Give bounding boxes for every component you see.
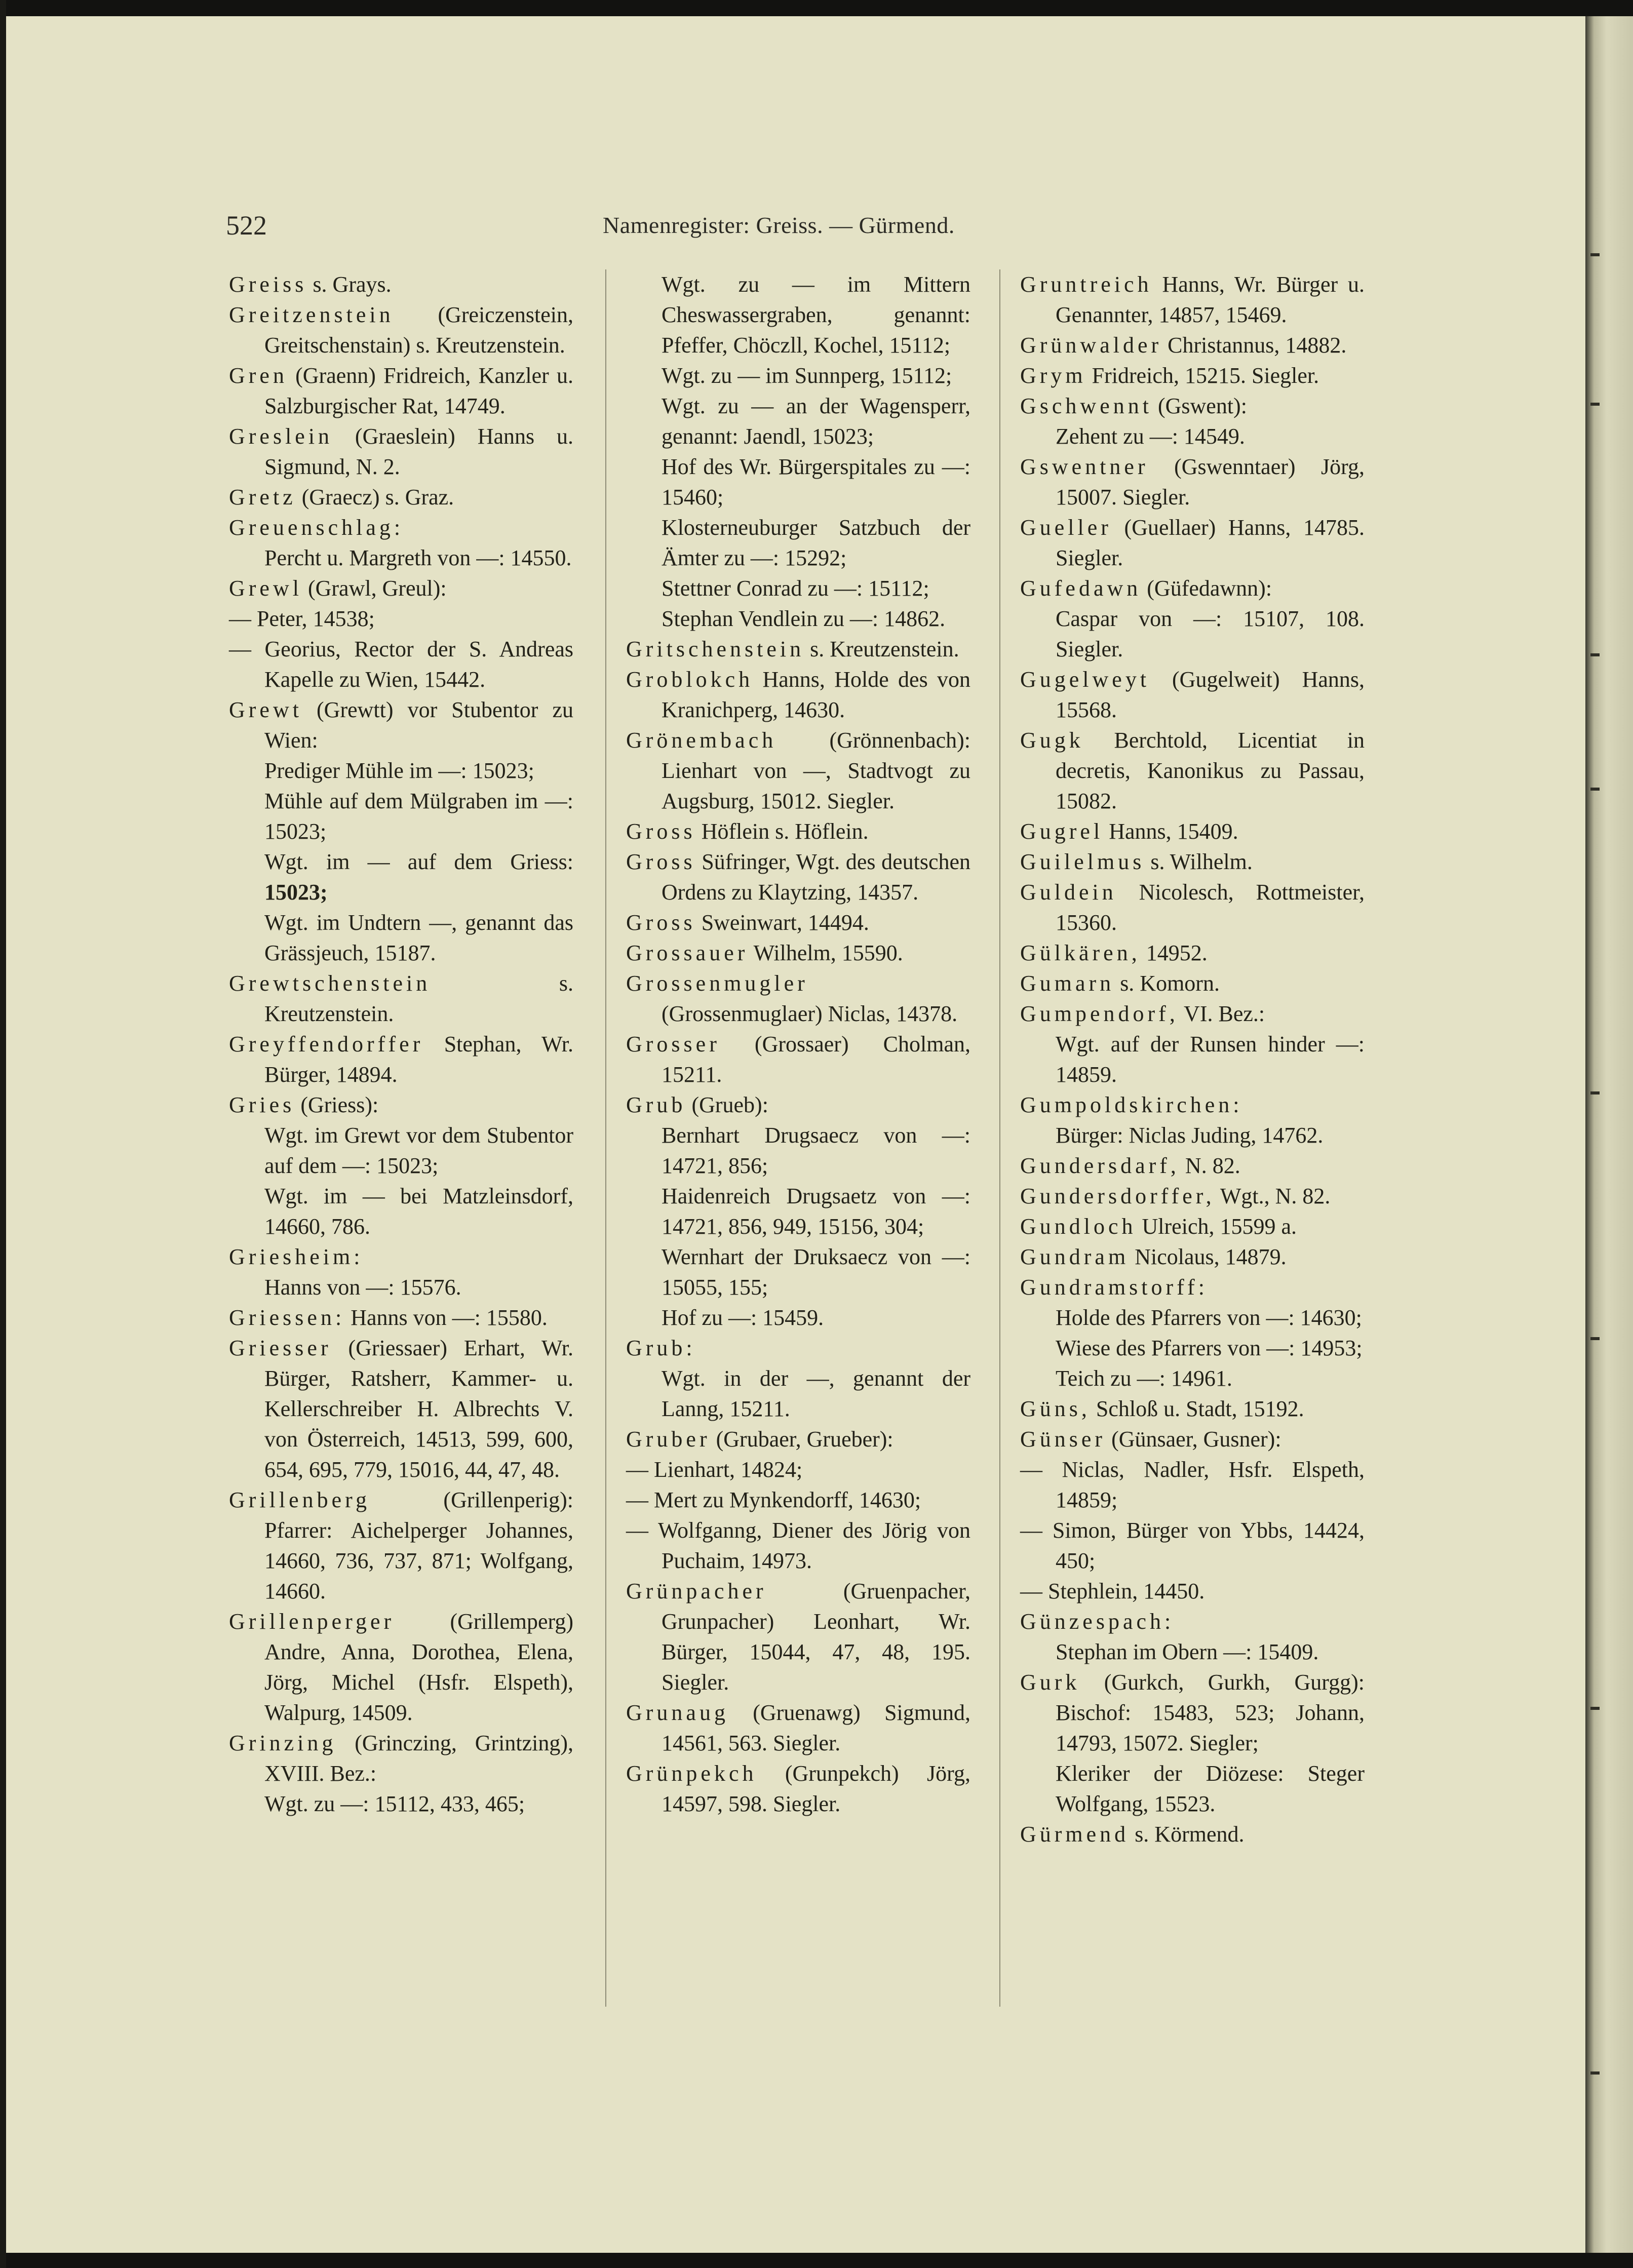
- entry-headword: Griessen:: [229, 1305, 345, 1330]
- entry-headword: Greslein: [229, 424, 333, 449]
- entry-text: (Graeslein) Hanns u. Sigmund, N. 2.: [264, 424, 573, 479]
- entry-text: Wgt. im — auf dem Griess:: [264, 849, 573, 874]
- index-entry: [229, 1090, 573, 1120]
- index-entry: [626, 938, 970, 968]
- index-entry: [1020, 1576, 1365, 1607]
- entry-headword: Günser: [1020, 1427, 1106, 1452]
- margin-mark: [1590, 1337, 1600, 1340]
- index-entry: [229, 695, 573, 756]
- index-entry: [229, 634, 573, 695]
- index-entry: [1020, 513, 1365, 573]
- index-entry: [229, 1029, 573, 1090]
- index-entry: [626, 361, 970, 391]
- index-entry: [626, 269, 970, 361]
- index-entry: [1020, 1637, 1365, 1667]
- index-entry: [1020, 1181, 1365, 1211]
- entry-text: Hanns, 15409.: [1103, 819, 1238, 844]
- entry-headword: Gswentner: [1020, 454, 1149, 479]
- entry-text: (Grunpekch) Jörg, 14597, 598. Siegler.: [662, 1761, 970, 1816]
- entry-text: Wilhelm, 15590.: [748, 941, 903, 965]
- running-header: [0, 210, 1585, 245]
- entry-text: 14952.: [1140, 941, 1208, 965]
- entry-text: Hof des Wr. Bürgerspitales zu —: 15460;: [662, 454, 970, 510]
- entry-text: (Gugelweit) Hanns, 15568.: [1056, 667, 1365, 722]
- index-entry: [229, 847, 573, 908]
- entry-text: (Grinczing, Grintzing), XVIII. Bez.:: [264, 1731, 573, 1786]
- entry-headword: Gundram: [1020, 1244, 1130, 1269]
- entry-text: (Günsaer, Gusner):: [1106, 1427, 1281, 1452]
- entry-headword: Grossenmugler: [626, 971, 808, 996]
- entry-headword: Gugk: [1020, 728, 1084, 753]
- entry-text: Wgt., N. 82.: [1215, 1184, 1331, 1208]
- entry-headword: Gundramstorff:: [1020, 1275, 1208, 1300]
- index-entry: [1020, 269, 1365, 330]
- index-column-3: [1020, 269, 1365, 1850]
- index-entry: [229, 1272, 573, 1303]
- entry-text: s. Kreutzenstein.: [804, 637, 959, 661]
- index-entry: [1020, 1515, 1365, 1576]
- entry-headword: Grosser: [626, 1032, 720, 1057]
- index-entry: [626, 816, 970, 847]
- entry-text: Teich zu —: 14961.: [1056, 1366, 1232, 1391]
- index-entry: [1020, 968, 1365, 999]
- entry-text: (Griessaer) Erhart, Wr. Bürger, Ratsherr, Kammer- u. Kellerschreiber H. Albrechts V. von Österreich, 14513, 599, 600, 654, 695, 779, 15016, 44, 47, 48.: [264, 1336, 573, 1482]
- index-entry: [229, 421, 573, 482]
- index-entry: [229, 756, 573, 786]
- entry-text: Prediger Mühle im —: 15023;: [264, 758, 534, 783]
- scan-edge-top: [0, 0, 1633, 16]
- entry-text: Berchtold, Licentiat in decretis, Kanonikus zu Passau, 15082.: [1056, 728, 1365, 813]
- entry-text: (Guellaer) Hanns, 14785. Siegler.: [1056, 515, 1365, 570]
- entry-text: s. Kreutzenstein.: [264, 971, 573, 1026]
- index-entry: [626, 1120, 970, 1181]
- entry-headword: Grewt: [229, 697, 302, 722]
- index-entry: [626, 634, 970, 664]
- entry-text: (Graenn) Fridreich, Kanzler u. Salzburgischer Rat, 14749.: [264, 363, 573, 418]
- entry-headword: Gundersdarf,: [1020, 1153, 1180, 1178]
- index-entry: [1020, 847, 1365, 877]
- entry-headword: Gumarn: [1020, 971, 1115, 996]
- index-entry: [229, 1789, 573, 1819]
- index-entry: [626, 1515, 970, 1576]
- entry-headword: Gschwennt: [1020, 394, 1152, 418]
- entry-text: (Grillenperig): Pfarrer: Aichelperger Johannes, 14660, 736, 737, 871; Wolfgang, 14660.: [264, 1488, 573, 1604]
- entry-text: (Grewtt) vor Stubentor zu Wien:: [264, 697, 573, 753]
- book-spine: [1585, 0, 1633, 2268]
- entry-text: Hanns von —: 15576.: [264, 1275, 461, 1300]
- entry-text: Wgt. zu — im Mittern Cheswassergraben, genannt: Pfeffer, Chöczll, Kochel, 15112;: [662, 272, 970, 358]
- margin-mark: [1590, 653, 1600, 656]
- entry-text: (Gruenawg) Sigmund, 14561, 563. Siegler.: [662, 1700, 970, 1755]
- entry-headword: Gundersdorffer,: [1020, 1184, 1215, 1208]
- entry-headword: Gruntreich: [1020, 272, 1152, 297]
- index-entry: [1020, 573, 1365, 604]
- entry-text: (Güfedawnn):: [1141, 576, 1272, 601]
- column-rule-2: [999, 269, 1000, 2007]
- entry-text: Stephan Vendlein zu —: 14862.: [662, 606, 946, 631]
- entry-headword: Gritschenstein: [626, 637, 805, 661]
- index-entry: [626, 1333, 970, 1363]
- entry-headword: Gufedawn: [1020, 576, 1142, 601]
- entry-headword: Grünpekch: [626, 1761, 757, 1786]
- index-entry: [229, 1607, 573, 1728]
- entry-text: Zehent zu —: 14549.: [1056, 424, 1245, 449]
- entry-text: Stephan, Wr. Bürger, 14894.: [264, 1032, 573, 1087]
- entry-text: (Grueb):: [686, 1092, 768, 1117]
- entry-text: Wgt. zu —: 15112, 433, 465;: [264, 1791, 525, 1816]
- index-entry: [229, 786, 573, 847]
- index-entry: [626, 1242, 970, 1303]
- entry-text: VI. Bez.:: [1178, 1001, 1265, 1026]
- entry-headword: Gumpendorf,: [1020, 1001, 1179, 1026]
- index-entry: [626, 1424, 970, 1455]
- entry-text: Wgt. im Undtern —, genannt das Grässjeuch, 15187.: [264, 910, 573, 965]
- entry-text: s. Grays.: [307, 272, 392, 297]
- entry-text: Mühle auf dem Mülgraben im —: 15023;: [264, 789, 573, 844]
- entry-text: Sweinwart, 14494.: [695, 910, 869, 935]
- index-entry: [626, 1303, 970, 1333]
- entry-text: Bernhart Drugsaecz von —: 14721, 856;: [662, 1123, 970, 1178]
- header-title: Namenregister: Greiss. — Gürmend.: [603, 212, 955, 238]
- entry-text: Wgt. im Grewt vor dem Stubentor auf dem —: 15023;: [264, 1123, 573, 1178]
- scan-edge-left: [0, 0, 6, 2268]
- index-entry: [626, 1576, 970, 1698]
- index-entry: [229, 573, 573, 604]
- margin-mark: [1590, 1707, 1600, 1710]
- page-number: 522: [226, 210, 267, 241]
- entry-text: (Grossenmuglaer) Niclas, 14378.: [662, 1001, 958, 1026]
- index-entry: [1020, 1363, 1365, 1394]
- entry-headword: Greyffendorffer: [229, 1032, 424, 1057]
- index-entry: [1020, 361, 1365, 391]
- entry-text: Hof zu —: 15459.: [662, 1305, 824, 1330]
- index-entry: [1020, 452, 1365, 513]
- index-entry: [1020, 1029, 1365, 1090]
- entry-headword: Gürmend: [1020, 1822, 1130, 1847]
- entry-headword: Grym: [1020, 363, 1086, 388]
- entry-headword: Grünpacher: [626, 1579, 767, 1604]
- entry-headword: Gurk: [1020, 1670, 1080, 1695]
- index-entry: [229, 1485, 573, 1607]
- index-entry: [229, 361, 573, 421]
- index-entry: [1020, 604, 1365, 664]
- index-entry: [229, 968, 573, 1029]
- entry-headword: Gruber: [626, 1427, 711, 1452]
- scan-edge-bottom: [0, 2253, 1633, 2268]
- entry-text: (Gswenntaer) Jörg, 15007. Siegler.: [1056, 454, 1365, 510]
- index-entry: [229, 1120, 573, 1181]
- index-entry: [1020, 664, 1365, 725]
- entry-text: Klosterneuburger Satzbuch der Ämter zu —: 15292;: [662, 515, 970, 570]
- entry-text: Christannus, 14882.: [1162, 333, 1347, 358]
- index-entry: [1020, 421, 1365, 452]
- index-entry: [229, 1242, 573, 1272]
- entry-text: Nicolaus, 14879.: [1129, 1244, 1287, 1269]
- index-entry: [1020, 877, 1365, 938]
- entry-headword: Griesheim:: [229, 1244, 364, 1269]
- entry-headword: Griesser: [229, 1336, 332, 1360]
- index-entry: [229, 543, 573, 573]
- entry-headword: Gugelweyt: [1020, 667, 1150, 692]
- index-entry: [229, 604, 573, 634]
- entry-text: Wgt. in der —, genannt der Lanng, 15211.: [662, 1366, 970, 1421]
- index-entry: [229, 513, 573, 543]
- entry-text: N. 82.: [1179, 1153, 1240, 1178]
- entry-headword: Gren: [229, 363, 288, 388]
- index-entry: [626, 1485, 970, 1515]
- entry-text: s. Komorn.: [1114, 971, 1220, 996]
- index-entry: [1020, 1424, 1365, 1455]
- entry-text: (Gruenpacher, Grunpacher) Leonhart, Wr. Bürger, 15044, 47, 48, 195. Siegler.: [662, 1579, 970, 1695]
- entry-headword: Grunaug: [626, 1700, 729, 1725]
- entry-text: Caspar von —: 15107, 108. Siegler.: [1056, 606, 1365, 661]
- index-entry: [1020, 938, 1365, 968]
- index-entry: [1020, 1272, 1365, 1303]
- index-entry: [1020, 1394, 1365, 1424]
- entry-text: — Georius, Rector der S. Andreas Kapelle zu Wien, 15442.: [229, 637, 573, 692]
- entry-headword: Gross: [626, 849, 696, 874]
- entry-text: Wgt. im — bei Matzleinsdorf, 14660, 786.: [264, 1184, 573, 1239]
- entry-text: Bürger: Niclas Juding, 14762.: [1056, 1123, 1324, 1148]
- margin-mark: [1590, 253, 1600, 256]
- index-entry: [626, 452, 970, 513]
- entry-headword: Guilelmus: [1020, 849, 1145, 874]
- index-entry: [1020, 816, 1365, 847]
- entry-text: Hanns von —: 15580.: [345, 1305, 548, 1330]
- entry-text: — Mert zu Mynkendorff, 14630;: [626, 1488, 921, 1512]
- index-entry: [626, 847, 970, 908]
- entry-text: (Griess):: [295, 1092, 379, 1117]
- index-entry: [626, 1181, 970, 1242]
- index-entry: [626, 908, 970, 938]
- index-entry: [1020, 1607, 1365, 1637]
- index-entry: [626, 1029, 970, 1090]
- entry-text: Stettner Conrad zu —: 15112;: [662, 576, 929, 601]
- entry-headword: Guldein: [1020, 880, 1117, 905]
- index-entry: [626, 664, 970, 725]
- entry-headword: Grossauer: [626, 941, 749, 965]
- index-entry: [626, 1758, 970, 1819]
- entry-text: — Wolfganng, Diener des Jörig von Puchaim, 14973.: [626, 1518, 970, 1573]
- index-column-1: [229, 269, 573, 1819]
- entry-text: — Peter, 14538;: [229, 606, 375, 631]
- entry-headword: Gross: [626, 910, 696, 935]
- entry-text: — Stephlein, 14450.: [1020, 1579, 1205, 1604]
- index-entry: [1020, 1455, 1365, 1515]
- entry-text: Kleriker der Diözese: Steger Wolfgang, 15523.: [1056, 1761, 1365, 1816]
- entry-headword: Günzespach:: [1020, 1609, 1175, 1634]
- index-entry: [229, 482, 573, 513]
- entry-text: — Niclas, Nadler, Hsfr. Elspeth, 14859;: [1020, 1457, 1365, 1512]
- entry-text: Wgt. zu — im Sunnperg, 15112;: [662, 363, 952, 388]
- entry-headword: Greuenschlag:: [229, 515, 404, 540]
- entry-text: (Greiczenstein, Greitschenstain) s. Kreutzenstein.: [264, 302, 573, 358]
- index-entry: [1020, 1211, 1365, 1242]
- margin-mark: [1590, 788, 1600, 791]
- index-entry: [1020, 1333, 1365, 1363]
- entry-text: (Gurkch, Gurkh, Gurgg): Bischof: 15483, 523; Johann, 14793, 15072. Siegler;: [1056, 1670, 1365, 1755]
- entry-text: — Lienhart, 14824;: [626, 1457, 803, 1482]
- entry-text: (Grillemperg) Andre, Anna, Dorothea, Elena, Jörg, Michel (Hsfr. Elspeth), Walpurg, 14509.: [264, 1609, 573, 1725]
- entry-headword: Güns,: [1020, 1396, 1091, 1421]
- entry-headword: Gretz: [229, 485, 296, 510]
- index-entry: [229, 269, 573, 300]
- index-entry: [1020, 1090, 1365, 1120]
- index-entry: [1020, 391, 1365, 421]
- index-entry: [626, 1698, 970, 1758]
- entry-headword: Grub: [626, 1092, 686, 1117]
- index-entry: [229, 1333, 573, 1485]
- index-entry: [1020, 1242, 1365, 1272]
- entry-text: Süfringer, Wgt. des deutschen Ordens zu Klaytzing, 14357.: [662, 849, 970, 905]
- index-entry: [626, 513, 970, 573]
- entry-text: Nicolesch, Rottmeister, 15360.: [1056, 880, 1365, 935]
- entry-text: s. Körmend.: [1129, 1822, 1245, 1847]
- entry-text: Haidenreich Drugsaetz von —: 14721, 856, 949, 15156, 304;: [662, 1184, 970, 1239]
- index-entry: [1020, 1151, 1365, 1181]
- entry-bold-ref: 15023;: [264, 880, 328, 905]
- index-entry: [1020, 330, 1365, 361]
- index-entry: [229, 300, 573, 361]
- index-entry: [626, 1090, 970, 1120]
- index-entry: [1020, 999, 1365, 1029]
- index-entry: [626, 968, 970, 1029]
- entry-text: Höflein s. Höflein.: [695, 819, 869, 844]
- index-entry: [626, 604, 970, 634]
- entry-text: Stephan im Obern —: 15409.: [1056, 1639, 1319, 1664]
- entry-text: (Grossaer) Cholman, 15211.: [662, 1032, 970, 1087]
- entry-headword: Gülkären,: [1020, 941, 1141, 965]
- entry-text: Fridreich, 15215. Siegler.: [1086, 363, 1319, 388]
- entry-text: Ulreich, 15599 a.: [1136, 1214, 1297, 1239]
- index-entry: [626, 725, 970, 816]
- entry-headword: Gugrel: [1020, 819, 1104, 844]
- entry-headword: Grönembach: [626, 728, 777, 753]
- entry-headword: Gumpoldskirchen:: [1020, 1092, 1243, 1117]
- entry-text: (Gswent):: [1152, 394, 1247, 418]
- entry-text: Wgt. zu — an der Wagensperr, genannt: Jaendl, 15023;: [662, 394, 970, 449]
- index-entry: [229, 1181, 573, 1242]
- entry-text: (Grubaer, Grueber):: [710, 1427, 893, 1452]
- index-entry: [626, 391, 970, 452]
- entry-text: Percht u. Margreth von —: 14550.: [264, 545, 572, 570]
- index-entry: [626, 1363, 970, 1424]
- entry-text: Wgt. auf der Runsen hinder —: 14859.: [1056, 1032, 1365, 1087]
- margin-mark: [1590, 403, 1600, 406]
- entry-headword: Greitzenstein: [229, 302, 394, 327]
- index-entry: [626, 1455, 970, 1485]
- entry-headword: Gross: [626, 819, 696, 844]
- entry-text: (Grawl, Greul):: [302, 576, 447, 601]
- index-entry: [1020, 1758, 1365, 1819]
- entry-text: Schloß u. Stadt, 15192.: [1090, 1396, 1304, 1421]
- entry-headword: Grillenberg: [229, 1488, 371, 1512]
- entry-text: Wiese des Pfarrers von —: 14953;: [1056, 1336, 1363, 1360]
- entry-text: Wernhart der Druksaecz von —: 15055, 155;: [662, 1244, 970, 1300]
- entry-text: Hanns, Holde des von Kranichperg, 14630.: [662, 667, 970, 722]
- entry-headword: Groblokch: [626, 667, 754, 692]
- entry-headword: Grinzing: [229, 1731, 337, 1755]
- entry-headword: Grillenperger: [229, 1609, 395, 1634]
- index-entry: [1020, 1120, 1365, 1151]
- margin-mark: [1590, 2071, 1600, 2075]
- index-entry: [1020, 1303, 1365, 1333]
- entry-text: (Grönnenbach): Lienhart von —, Stadtvogt zu Augsburg, 15012. Siegler.: [662, 728, 970, 813]
- index-entry: [1020, 1819, 1365, 1850]
- entry-headword: Grünwalder: [1020, 333, 1162, 358]
- entry-text: Holde des Pfarrers von —: 14630;: [1056, 1305, 1362, 1330]
- entry-text: s. Wilhelm.: [1145, 849, 1253, 874]
- entry-headword: Grewl: [229, 576, 302, 601]
- index-entry: [229, 908, 573, 968]
- entry-headword: Grub:: [626, 1336, 696, 1360]
- entry-headword: Gueller: [1020, 515, 1112, 540]
- entry-headword: Grewtschenstein: [229, 971, 431, 996]
- entry-text: (Graecz) s. Graz.: [296, 485, 454, 510]
- entry-headword: Gundloch: [1020, 1214, 1137, 1239]
- entry-text: — Simon, Bürger von Ybbs, 14424, 450;: [1020, 1518, 1365, 1573]
- column-rule-1: [605, 269, 606, 2007]
- entry-headword: Greiss: [229, 272, 307, 297]
- index-entry: [626, 573, 970, 604]
- entry-headword: Gries: [229, 1092, 295, 1117]
- margin-mark: [1590, 1091, 1600, 1094]
- index-entry: [229, 1303, 573, 1333]
- index-column-2: [626, 269, 970, 1819]
- entry-text: Hanns, Wr. Bürger u. Genannter, 14857, 15469.: [1056, 272, 1365, 327]
- index-entry: [1020, 725, 1365, 816]
- index-entry: [229, 1728, 573, 1789]
- index-entry: [1020, 1667, 1365, 1758]
